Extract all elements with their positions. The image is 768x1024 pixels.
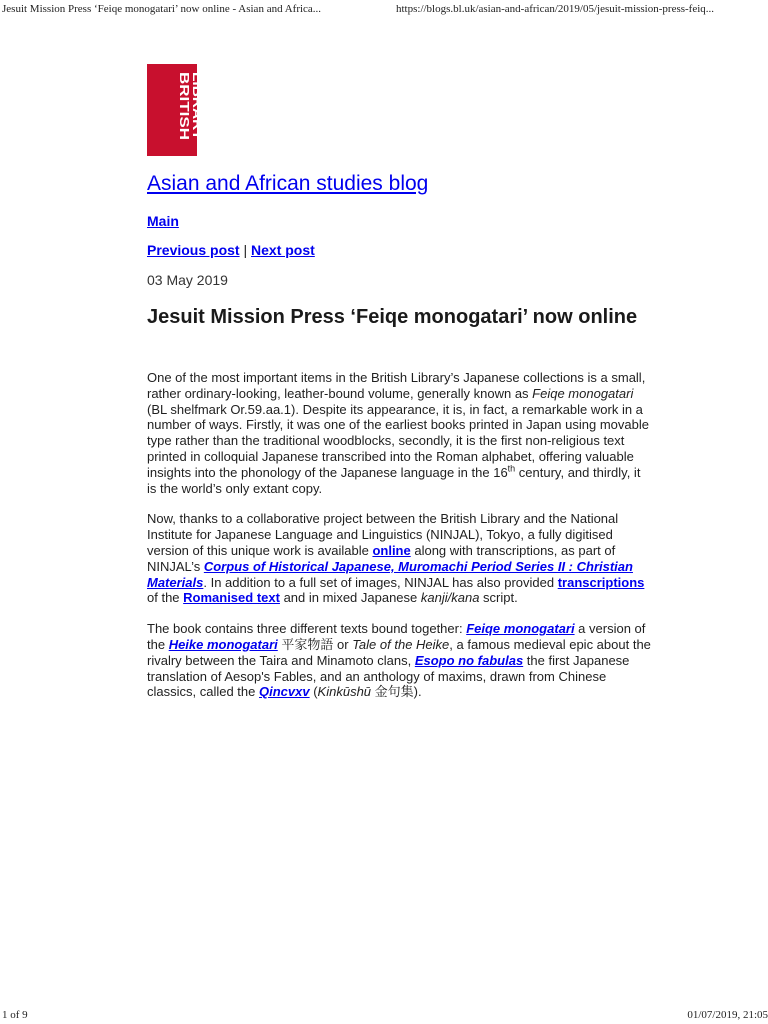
p1-text-3: century, and thirdly, it is the world’s only extant copy.: [147, 464, 641, 496]
british-library-logo-mark: [147, 64, 204, 156]
next-post-link[interactable]: Next post: [251, 242, 315, 258]
p3-text-4: , a famous medieval epic about the rivalry between the Taira and Minamoto clans,: [147, 636, 651, 668]
heike-monogatari-link[interactable]: Heike monogatari: [168, 636, 278, 652]
post-date: 03 May 2019: [147, 272, 228, 288]
p2-text-1: Now, thanks to a collaborative project between the British Library and the National Institute for Japanese Language and Linguistics (NINJAL), Tokyo, a fully digitised version of this unique work is available: [147, 511, 619, 558]
print-timestamp: 01/07/2019, 21:05: [687, 1009, 768, 1021]
main-link[interactable]: Main: [147, 213, 179, 229]
print-header: [0, 0, 768, 18]
page-counter: 1 of 9: [2, 1009, 28, 1021]
p1-superscript: th: [507, 463, 516, 474]
nav-post-links: [147, 242, 315, 258]
feiqe-monogatari-link[interactable]: Feiqe monogatari: [466, 621, 575, 637]
post-title: Jesuit Mission Press ‘Feiqe monogatari’ now online: [147, 306, 638, 328]
p1-text-2: (BL shelfmark Or.59.aa.1). Despite its appearance, it is, in fact, a remarkable work in a number of ways. Firstly, it was one of the earliest books printed in Japan using movable type rather than the traditional woodblocks, secondly, it is the first non-religious text printed in colloquial Japanese transcribed into the Roman alphabet, offering valuable insights into the phonology of the Japanese language in the 16: [147, 401, 649, 480]
corpus-link[interactable]: Corpus of Historical Japanese, Muromachi Period Series II : Christian Materials: [147, 558, 633, 590]
romanised-text-link[interactable]: Romanised text: [183, 590, 280, 606]
qincvxv-link[interactable]: Qincvxv: [259, 684, 310, 700]
p1-emphasis-feiqe: Feiqe monogatari: [532, 385, 634, 401]
previous-post-link[interactable]: Previous post: [147, 242, 240, 258]
p3-emphasis-tale-of-heike: Tale of the Heike: [352, 636, 450, 652]
p2-text-5: and in mixed Japanese: [279, 590, 421, 606]
transcriptions-link[interactable]: transcriptions: [557, 574, 645, 590]
p1-text-1: One of the most important items in the British Library’s Japanese collections is a small, rather ordinary-looking, leather-bound volume, generally known as: [147, 370, 646, 401]
p3-text-5: the first Japanese translation of Aesop's Fables, and an anthology of maxims, drawn from Chinese classics, called the: [147, 652, 630, 700]
esopo-no-fabulas-link[interactable]: Esopo no fabulas: [414, 652, 524, 668]
online-link[interactable]: online: [372, 542, 411, 558]
p3-text-2: a version of the: [147, 621, 646, 652]
p2-text-4: of the: [147, 590, 184, 606]
p3-text-1: The book contains three different texts bound together:: [147, 621, 467, 637]
nav-main: [147, 213, 179, 229]
p2-text-6: script.: [479, 590, 518, 606]
blog-title-link[interactable]: Asian and African studies blog: [147, 172, 429, 195]
p2-text-3: . In addition to a full set of images, NINJAL has also provided: [203, 574, 558, 590]
british-library-logo[interactable]: [147, 64, 204, 156]
p3-text-6: (: [309, 684, 318, 700]
logo-text-british: BRITISH: [177, 72, 191, 122]
print-header-url: https://blogs.bl.uk/asian-and-african/2019/05/jesuit-mission-press-feiq...: [396, 3, 715, 15]
post-body: [147, 370, 653, 715]
p2-text-2: along with transcriptions, as part of NINJAL’s: [147, 542, 616, 574]
p3-text-3: 平家物語 or: [277, 636, 353, 652]
p3-text-7: 金句集).: [371, 684, 422, 700]
paragraph-2: [147, 511, 653, 606]
paragraph-1: [147, 370, 653, 496]
print-footer: [0, 1009, 768, 1024]
nav-separator: |: [239, 242, 252, 258]
paragraph-3: [147, 621, 653, 700]
print-header-title: Jesuit Mission Press ‘Feiqe monogatari’ now online - Asian and Africa...: [2, 3, 322, 15]
p3-emphasis-kinkushu: Kinkūshū: [317, 684, 372, 700]
logo-text-library: LIBRARY: [190, 72, 204, 128]
p2-emphasis-kanji-kana: kanji/kana: [420, 590, 480, 606]
